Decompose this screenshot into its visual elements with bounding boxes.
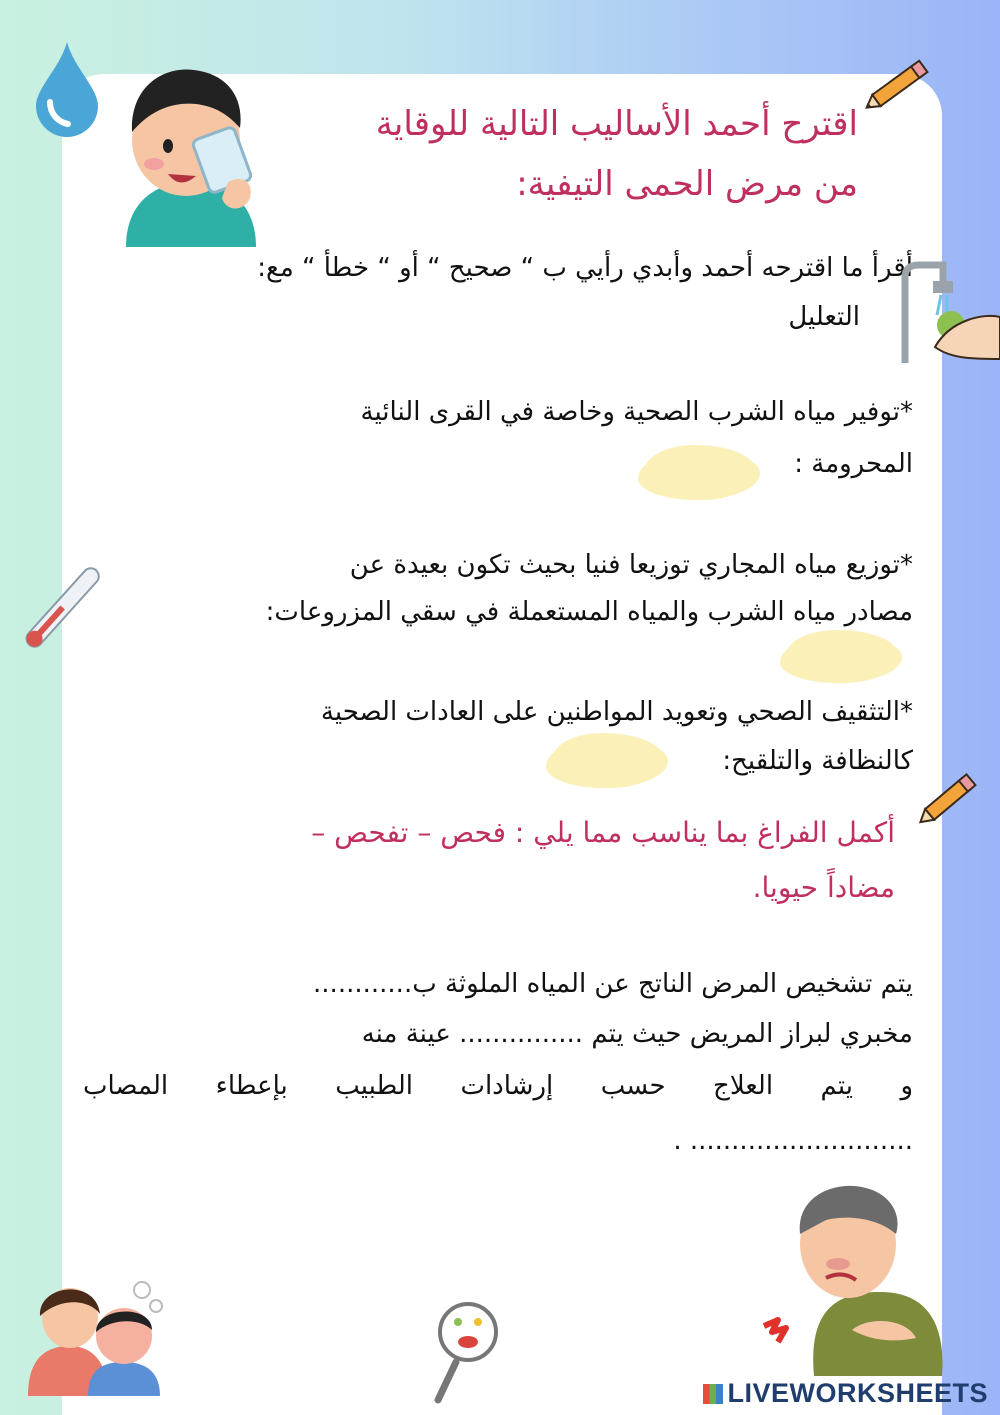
answer-bubble-3[interactable] (550, 736, 664, 788)
hand-washing-icon (895, 255, 1000, 370)
fill-blank-line-1: أكمل الفراغ بما يناسب مما يلي : فحص – تفحص – (311, 816, 895, 849)
paragraph-line-2: مخبري لبراز المريض حيث يتم ............... عينة منه (361, 1019, 913, 1049)
item-2-line-1: *توزيع مياه المجاري توزيعا فنيا بحيث تكون بعيدة عن (349, 550, 913, 580)
magnifier-germs-icon (430, 1300, 502, 1406)
item-3-line-1: *التثقيف الصحي وتعويد المواطنين على العادات الصحية (320, 697, 913, 727)
mother-sick-child-icon (22, 1266, 172, 1396)
title-line-2: من مرض الحمى التيفية: (516, 164, 858, 204)
liveworksheets-logo: LIVEWORKSHEETS (703, 1378, 988, 1409)
answer-bubble-2[interactable] (784, 633, 898, 683)
pencil-icon (858, 52, 938, 120)
title-line-1: اقترح أحمد الأساليب التالية للوقاية (375, 104, 858, 144)
paragraph-line-1: يتم تشخيص المرض الناتج عن المياه الملوثة ب............ (313, 969, 913, 999)
boy-drinking-icon (116, 62, 266, 247)
answer-bubble-1[interactable] (642, 448, 756, 500)
item-2-line-2: مصادر مياه الشرب والمياه المستعملة في سقي المزروعات: (265, 597, 913, 627)
pencil-icon-2 (910, 766, 986, 832)
instruction-line-1: أقرأ ما اقترحه أحمد وأبدي رأيي ب “ صحيح “ أو “ خطأ “ مع: (257, 253, 913, 283)
item-1-line-2: المحرومة : (794, 449, 913, 479)
paragraph-line-4: ........................... . (673, 1126, 913, 1156)
fill-blank-line-2: مضاداً حيويا. (752, 871, 895, 904)
instruction-line-2: التعليل (788, 302, 860, 332)
item-1-line-1: *توفير مياه الشرب الصحية وخاصة في القرى النائية (360, 397, 913, 427)
paragraph-line-3: و يتم العلاج حسب إرشادات الطبيب بإعطاء المصاب (83, 1071, 913, 1101)
water-drop-icon (30, 38, 104, 138)
sick-man-icon (756, 1180, 960, 1376)
thermometer-icon (8, 548, 120, 664)
item-3-line-2: كالنظافة والتلقيح: (722, 746, 913, 776)
